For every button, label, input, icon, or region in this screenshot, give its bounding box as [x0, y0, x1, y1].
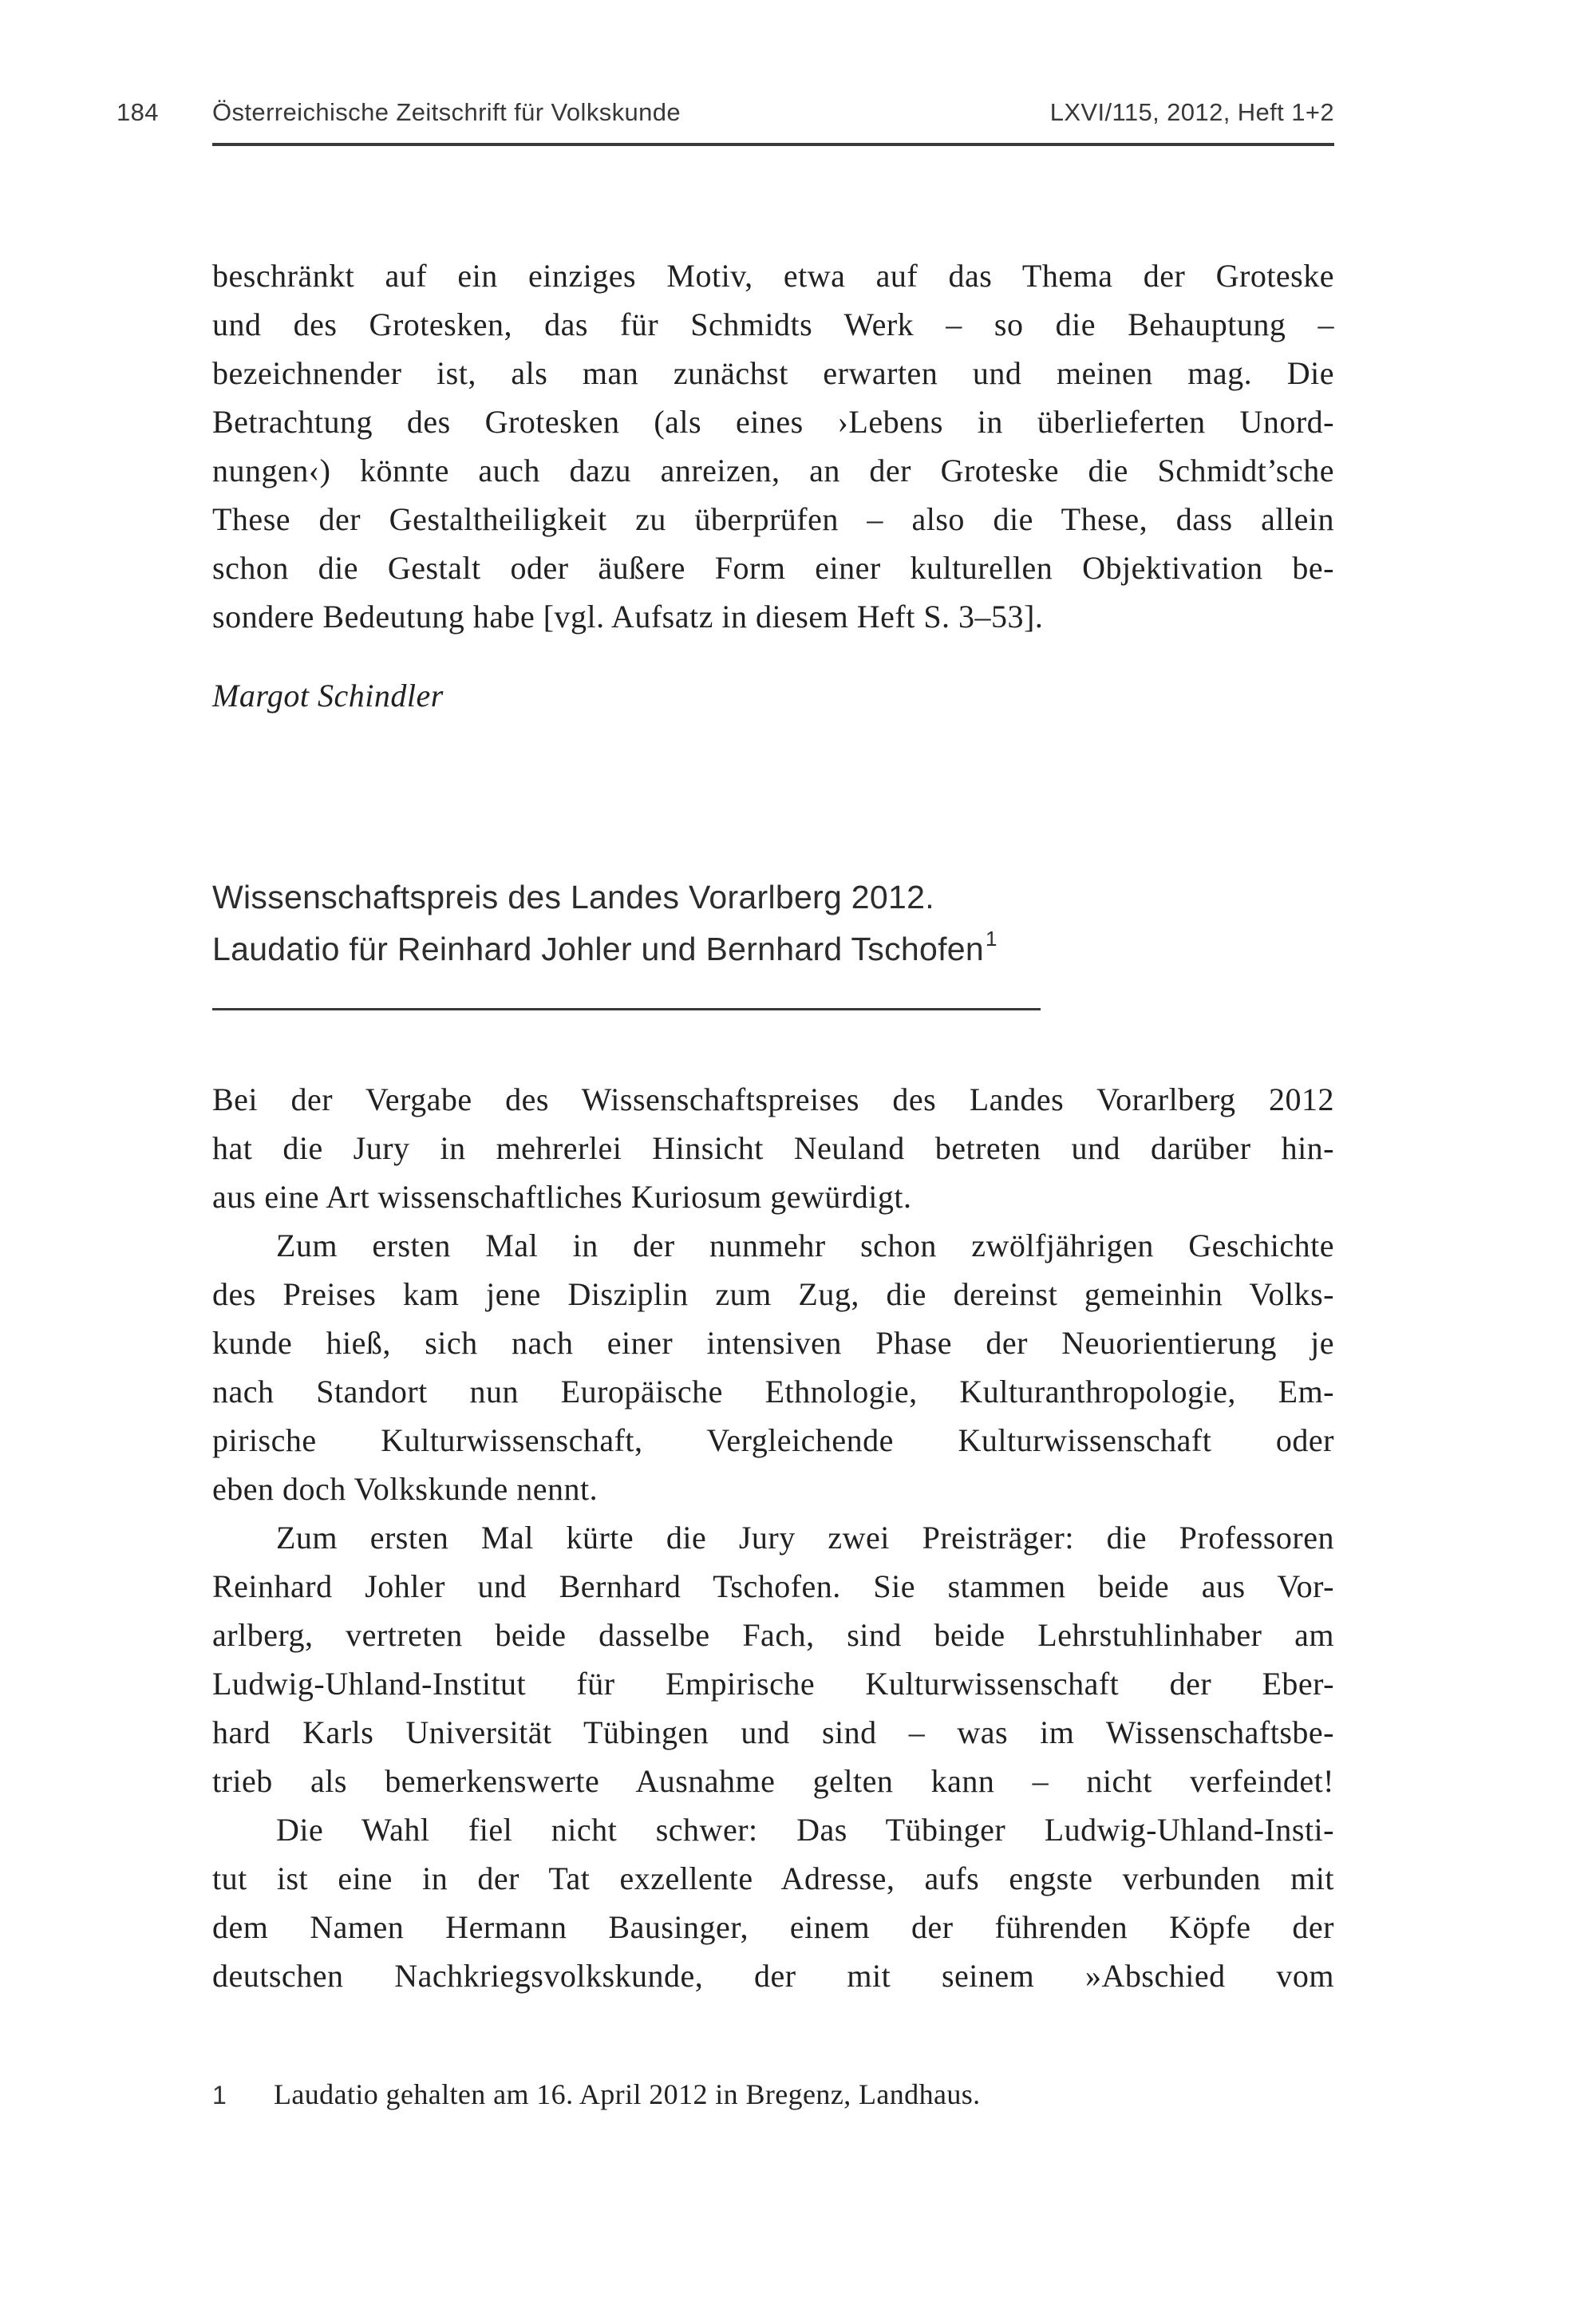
paragraph [212, 1075, 1334, 1221]
text-line: hat die Jury in mehrerlei Hinsicht Neuland betreten und darüber hin- [212, 1130, 1334, 1166]
footnote-text: Laudatio gehalten am 16. April 2012 in Bregenz, Landhaus. [274, 2078, 981, 2110]
issue-info: LXVI/115, 2012, Heft 1+2 [1049, 98, 1334, 126]
text-line: Die Wahl fiel nicht schwer: Das Tübinger Ludwig-Uhland-Insti- [276, 1812, 1334, 1848]
paragraph [212, 1513, 1334, 1805]
journal-title: Österreichische Zeitschrift für Volkskunde [212, 98, 681, 126]
text-line: trieb als bemerkenswerte Ausnahme gelten kann – nicht verfeindet! [212, 1763, 1334, 1799]
title-rule [212, 1008, 1041, 1010]
text-line: deutschen Nachkriegsvolkskunde, der mit seinem »Abschied vom [212, 1958, 1334, 1994]
text-line: kunde hieß, sich nach einer intensiven Phase der Neuorientierung je [212, 1325, 1334, 1361]
text-line: tut ist eine in der Tat exzellente Adresse, aufs engste verbunden mit [212, 1860, 1334, 1896]
running-header [0, 97, 1596, 130]
text-line: Ludwig-Uhland-Institut für Empirische Kulturwissenschaft der Eber- [212, 1666, 1334, 1702]
text-line: Reinhard Johler und Bernhard Tschofen. Sie stammen beide aus Vor- [212, 1568, 1334, 1604]
footnote-number: 1 [212, 2081, 227, 2109]
section-title-line1: Wissenschaftspreis des Landes Vorarlberg 2012. [212, 879, 934, 915]
text-line: Bei der Vergabe des Wissenschaftspreises des Landes Vorarlberg 2012 [212, 1081, 1334, 1117]
author-signature: Margot Schindler [212, 678, 444, 714]
section-title-line2 [212, 923, 1334, 975]
section-title [212, 872, 1334, 975]
text-line: nach Standort nun Europäische Ethnologie, Kulturanthropologie, Em- [212, 1374, 1334, 1410]
text-line: aus eine Art wissenschaftliches Kuriosum gewürdigt. [212, 1179, 912, 1215]
continuation-paragraph [212, 251, 1334, 641]
text-line: dem Namen Hermann Bausinger, einem der führenden Köpfe der [212, 1909, 1334, 1945]
footnote-reference: 1 [986, 927, 998, 951]
section-title-line2-text: Laudatio für Reinhard Johler und Bernhard Tschofen [212, 931, 984, 967]
text-line: Zum ersten Mal in der nunmehr schon zwölfjährigen Geschichte [276, 1228, 1334, 1263]
text-line: Betrachtung des Grotesken (als eines ›Lebens in überlieferten Unord- [212, 404, 1334, 440]
text-line: These der Gestaltheiligkeit zu überprüfen – also die These, dass allein [212, 501, 1334, 537]
text-line: sondere Bedeutung habe [vgl. Aufsatz in diesem Heft S. 3–53]. [212, 599, 1044, 635]
page-number: 184 [117, 98, 159, 126]
text-line: eben doch Volkskunde nennt. [212, 1471, 598, 1507]
text-line: pirische Kulturwissenschaft, Vergleichende Kulturwissenschaft oder [212, 1422, 1334, 1458]
text-line: hard Karls Universität Tübingen und sind – was im Wissenschaftsbe- [212, 1714, 1334, 1750]
header-rule [212, 143, 1334, 146]
text-line: schon die Gestalt oder äußere Form einer kulturellen Objektivation be- [212, 550, 1334, 586]
text-line: und des Grotesken, das für Schmidts Werk – so die Behauptung – [212, 306, 1334, 342]
text-line: nungen‹) könnte auch dazu anreizen, an der Groteske die Schmidt’sche [212, 453, 1334, 488]
footnote [212, 2076, 1334, 2113]
text-line: Zum ersten Mal kürte die Jury zwei Preisträger: die Professoren [276, 1520, 1334, 1556]
text-line: beschränkt auf ein einziges Motiv, etwa auf das Thema der Groteske [212, 258, 1334, 294]
text-line: des Preises kam jene Disziplin zum Zug, die dereinst gemeinhin Volks- [212, 1276, 1334, 1312]
text-line: bezeichnender ist, als man zunächst erwarten und meinen mag. Die [212, 355, 1334, 391]
text-line: arlberg, vertreten beide dasselbe Fach, sind beide Lehrstuhlinhaber am [212, 1617, 1334, 1653]
paragraph [212, 1805, 1334, 2000]
article-body [212, 1075, 1334, 2000]
paragraph [212, 1221, 1334, 1513]
